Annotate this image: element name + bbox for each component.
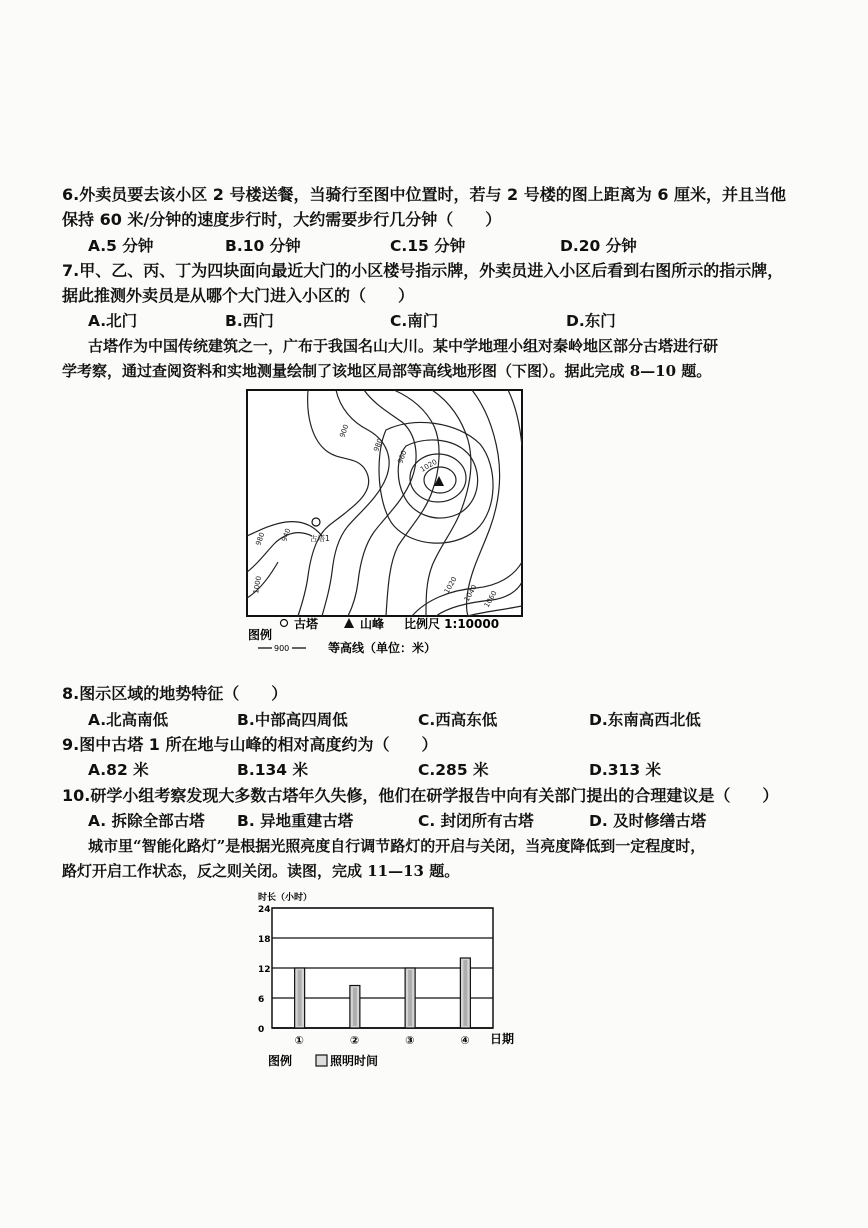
chart-bar-texture [353, 988, 357, 1027]
q10-option-b: B. 异地重建古塔 [237, 812, 354, 830]
q8-option-d: D.东南高西北低 [589, 711, 701, 729]
contour-label-3: 960 [396, 449, 409, 465]
q10-stem: 10.研学小组考察发现大多数古塔年久失修，他们在研学报告中向有关部门提出的合理建议是（ ） [62, 786, 779, 805]
q6-option-b: B.10 分钟 [225, 237, 301, 255]
chart-legend-swatch [316, 1055, 327, 1066]
contour-label-0: 900 [338, 423, 351, 439]
legend-pagoda-label: 古塔 [294, 617, 319, 631]
chart-ytick-label: 24 [258, 905, 271, 915]
chart-category-label: ④ [460, 1034, 470, 1047]
q9-option-d: D.313 米 [589, 761, 662, 779]
q9-option-a: A.82 米 [88, 761, 149, 779]
q6-stem-line2: 保持 60 米/分钟的速度步行时，大约需要步行几分钟（ ） [62, 210, 502, 229]
contour-map [236, 386, 526, 656]
contour-label-7: 1020 [442, 575, 459, 595]
intro-pagoda-line1: 古塔作为中国传统建筑之一，广布于我国名山大川。某中学地理小组对秦岭地区部分古塔进行研 [88, 337, 719, 355]
pagoda-label: 古塔1 [310, 534, 330, 543]
q8-option-a: A.北高南低 [88, 711, 169, 729]
intro-lamp-line2: 路灯开启工作状态，反之则关闭。读图，完成 11—13 题。 [62, 862, 460, 880]
q6-option-a: A.5 分钟 [88, 237, 154, 255]
chart-ytick-label: 18 [258, 935, 271, 945]
q9-option-c: C.285 米 [418, 761, 489, 779]
chart-ytick-label: 6 [258, 995, 265, 1005]
lighting-time-chart [250, 888, 540, 1073]
intro-lamp-line1: 城市里“智能化路灯”是根据光照亮度自行调节路灯的开启与关闭，当亮度降低到一定程度时， [88, 837, 706, 855]
q9-stem: 9.图中古塔 1 所在地与山峰的相对高度约为（ ） [62, 735, 438, 754]
contour-label-9: 1060 [482, 589, 499, 609]
chart-legend-entry: 照明时间 [330, 1054, 379, 1068]
q6-option-d: D.20 分钟 [560, 237, 637, 255]
chart-ytick-label: 0 [258, 1025, 265, 1035]
pagoda-marker [312, 518, 320, 526]
chart-bar-texture [463, 960, 467, 1026]
q9-option-b: B.134 米 [237, 761, 308, 779]
chart-legend-title: 图例 [268, 1054, 293, 1068]
legend-pagoda-icon [281, 620, 288, 627]
contour-label-2: 1020 [419, 457, 439, 474]
chart-ylabel: 时长（小时） [258, 893, 313, 903]
q7-option-b: B.西门 [225, 312, 274, 330]
contour-label-1: 980 [372, 437, 385, 453]
q7-stem-line1: 7.甲、乙、丙、丁为四块面向最近大门的小区楼号指示牌，外卖员进入小区后看到右图所示的指示牌， [62, 261, 784, 280]
q7-stem-line2: 据此推测外卖员是从哪个大门进入小区的（ ） [62, 286, 415, 305]
chart-xlabel: 日期 [490, 1032, 515, 1046]
chart-bar-texture [408, 970, 412, 1026]
legend-peak-icon [344, 618, 354, 628]
contour-label-8: 1040 [462, 583, 479, 603]
intro-pagoda-line2: 学考察，通过查阅资料和实地测量绘制了该地区局部等高线地形图（下图）。据此完成 8—10 题。 [62, 362, 712, 380]
q8-stem: 8.图示区域的地势特征（ ） [62, 684, 288, 703]
q7-option-d: D.东门 [566, 312, 616, 330]
q10-option-c: C. 封闭所有古塔 [418, 812, 534, 830]
chart-category-label: ② [349, 1034, 360, 1047]
legend-contour-sample: 900 [274, 644, 290, 653]
q6-option-c: C.15 分钟 [390, 237, 466, 255]
contour-label-6: 1000 [252, 575, 264, 595]
legend-peak-label: 山峰 [360, 617, 385, 631]
chart-category-label: ① [294, 1034, 304, 1047]
q8-option-c: C.西高东低 [418, 711, 498, 729]
legend-scale: 比例尺 1:10000 [404, 617, 500, 631]
chart-category-label: ③ [405, 1034, 415, 1047]
chart-ytick-label: 12 [258, 965, 271, 975]
chart-bar-texture [298, 970, 302, 1026]
contour-label-4: 940 [280, 527, 293, 543]
q7-option-a: A.北门 [88, 312, 138, 330]
q10-option-a: A. 拆除全部古塔 [88, 812, 205, 830]
legend-contour-desc: 等高线（单位：米） [328, 641, 437, 655]
q10-option-d: D. 及时修缮古塔 [589, 812, 707, 830]
legend-title: 图例 [248, 628, 273, 642]
q6-stem-line1: 6.外卖员要去该小区 2 号楼送餐，当骑行至图中位置时，若与 2 号楼的图上距离为 6 厘米，并且当他 [62, 185, 787, 204]
q7-option-c: C.南门 [390, 312, 439, 330]
contour-label-5: 980 [254, 531, 267, 547]
q8-option-b: B.中部高四周低 [237, 711, 348, 729]
